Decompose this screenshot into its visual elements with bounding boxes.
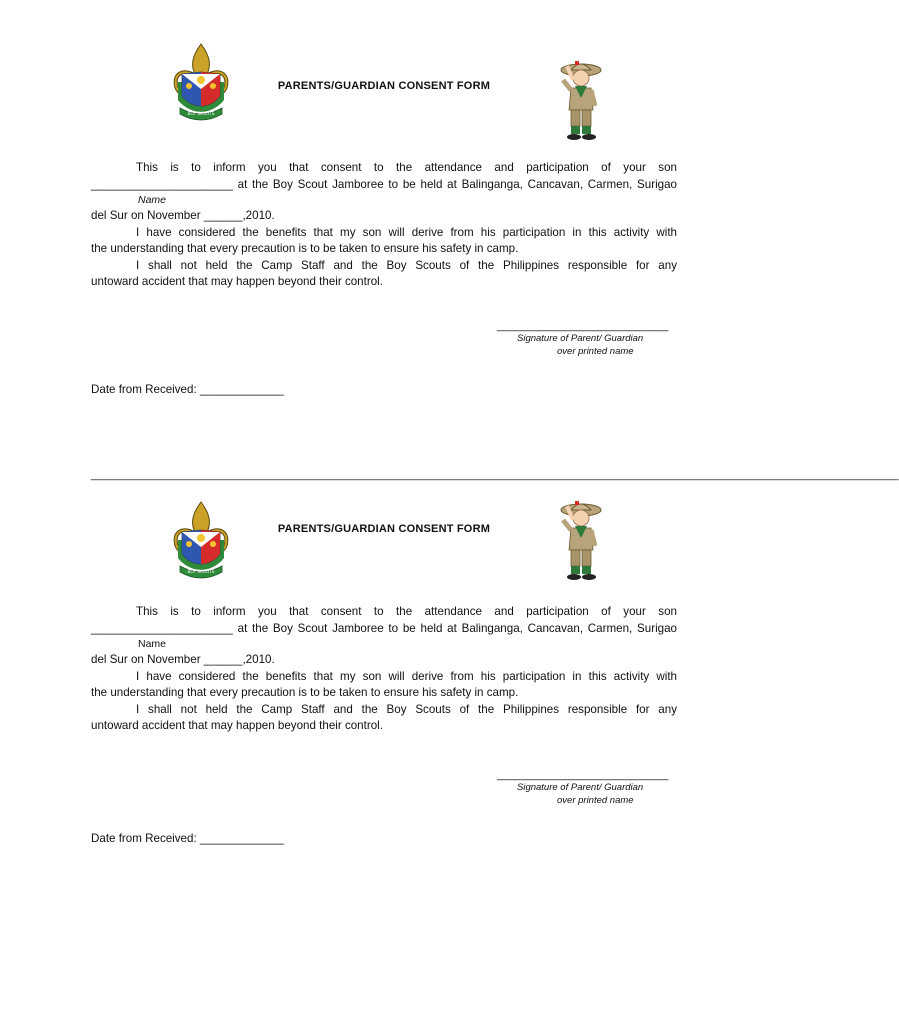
signature-block bbox=[497, 769, 667, 807]
paragraph-line: del Sur on November ______,2010. bbox=[91, 653, 275, 666]
signature-caption: Signature of Parent/ Guardian bbox=[517, 333, 644, 344]
date-received: Date from Received: _____________ bbox=[91, 383, 284, 396]
paragraph-line: del Sur on November ______,2010. bbox=[91, 209, 275, 222]
paragraph-line: the understanding that every precaution is to be taken to ensure his safety in camp. bbox=[91, 242, 519, 255]
signature-caption: Signature of Parent/ Guardian bbox=[517, 782, 644, 793]
consent-form-2 bbox=[0, 450, 899, 890]
paragraph-line: This is to inform you that consent to the attendance and participation of your son bbox=[136, 161, 677, 174]
paragraph-line: I have considered the benefits that my son will derive from his participation in this activity with bbox=[136, 225, 677, 239]
signature-caption-sub: over printed name bbox=[557, 795, 634, 806]
paragraph-line: This is to inform you that consent to the attendance and participation of your son bbox=[136, 605, 677, 618]
paragraph-line: I shall not held the Camp Staff and the Boy Scouts of the Philippines responsible for any bbox=[136, 702, 677, 716]
name-caption: Name bbox=[138, 638, 167, 650]
paragraph-line: I shall not held the Camp Staff and the Boy Scouts of the Philippines responsible for any bbox=[136, 258, 677, 272]
consent-form-1 bbox=[0, 0, 768, 440]
form-title bbox=[0, 80, 768, 92]
form-body bbox=[91, 160, 677, 291]
paragraph-line: ______________________ at the Boy Scout Jamboree to be held at Balinganga, Cancavan, Carmen, Surigao bbox=[91, 177, 677, 191]
form-title-text: PARENTS/GUARDIAN CONSENT FORM bbox=[277, 523, 491, 535]
form-title bbox=[0, 523, 768, 535]
paragraph-line: I have considered the benefits that my son will derive from his participation in this activity with bbox=[136, 669, 677, 683]
boy-scout-emblem-icon bbox=[170, 500, 232, 582]
signature-line: ____________________________ bbox=[497, 769, 669, 781]
date-received: Date from Received: _____________ bbox=[91, 832, 284, 845]
signature-caption-sub: over printed name bbox=[557, 346, 634, 357]
form-title-text: PARENTS/GUARDIAN CONSENT FORM bbox=[277, 80, 491, 92]
signature-block bbox=[497, 320, 667, 358]
paragraph-line: ______________________ at the Boy Scout Jamboree to be held at Balinganga, Cancavan, Carmen, Surigao bbox=[91, 621, 677, 635]
name-caption: Name bbox=[138, 194, 167, 206]
emblem-banner-text: BOY SCOUTS bbox=[187, 569, 215, 574]
boy-scout-figure-icon bbox=[545, 58, 615, 142]
form-body bbox=[91, 604, 677, 735]
paragraph-line: the understanding that every precaution is to be taken to ensure his safety in camp. bbox=[91, 686, 519, 699]
paragraph-line: untoward accident that may happen beyond their control. bbox=[91, 719, 383, 732]
cut-divider-line: ____________________________________________________________________________________________________________________________________ bbox=[91, 469, 899, 481]
boy-scout-figure-icon bbox=[545, 498, 615, 582]
emblem-banner-text: BOY SCOUTS bbox=[187, 111, 215, 116]
signature-line: ____________________________ bbox=[497, 320, 669, 332]
paragraph-line: untoward accident that may happen beyond their control. bbox=[91, 275, 383, 288]
